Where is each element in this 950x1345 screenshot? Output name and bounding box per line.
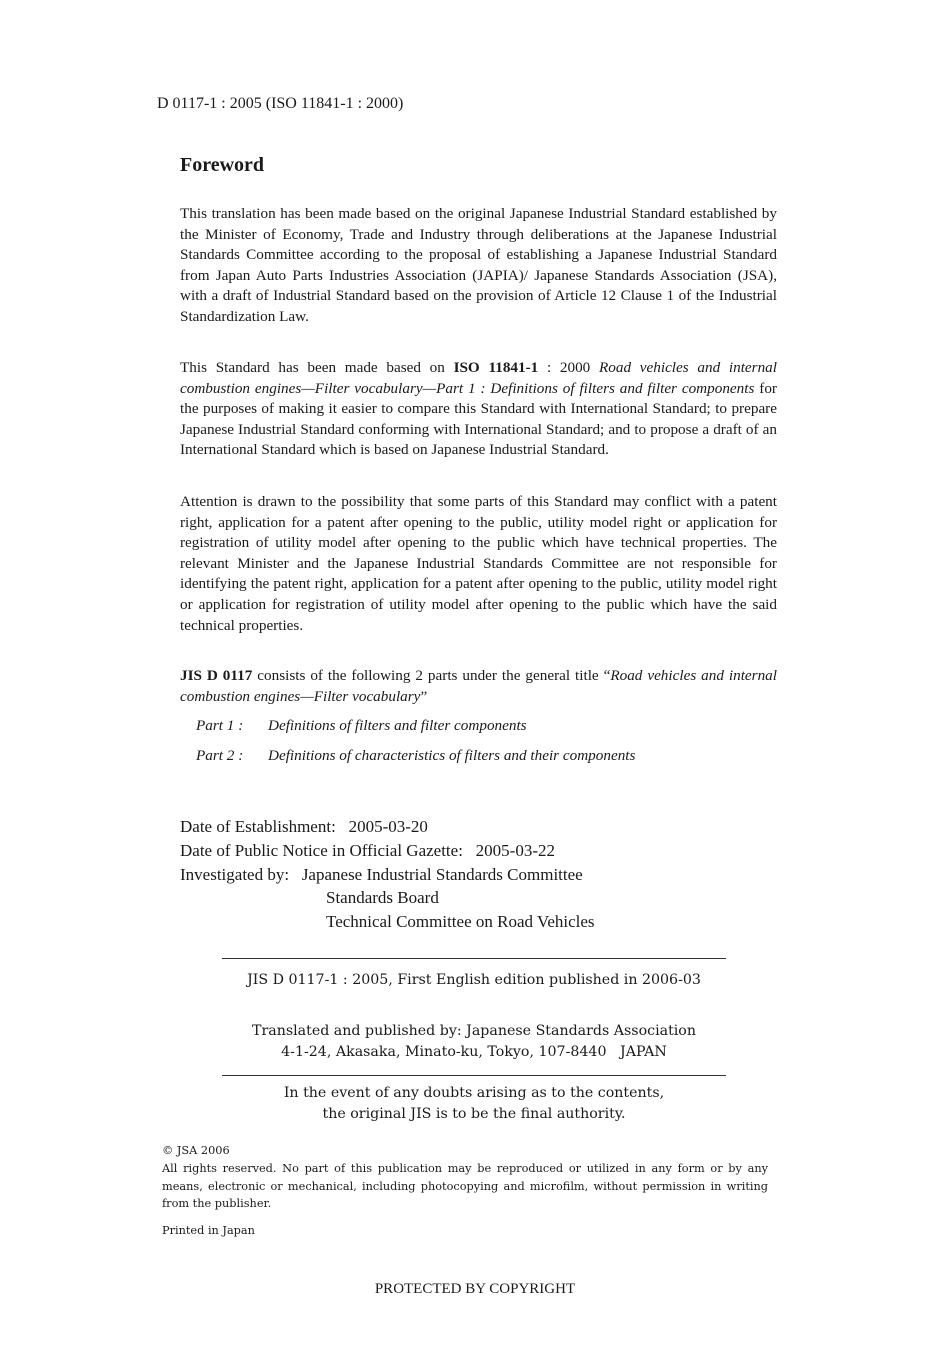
footer-protected: PROTECTED BY COPYRIGHT	[374, 1281, 576, 1297]
part-label: Part 1 :	[196, 717, 244, 734]
investigated-body: Technical Committee on Road Vehicles	[326, 912, 595, 931]
iso-title: Road vehicles and internal combustion engines—Filter vocabulary—Part 1 : Definitions of filters and filter components	[180, 359, 777, 397]
publisher-block	[222, 1021, 726, 1063]
divider	[222, 1075, 726, 1076]
investigated-body: Standards Board	[326, 888, 439, 907]
text-segment: : 2000	[538, 359, 599, 376]
document-id: D 0117-1 : 2005 (ISO 11841-1 : 2000)	[157, 95, 404, 112]
establishment-date-row	[180, 815, 428, 839]
public-notice-row	[180, 839, 555, 863]
text-segment: This Standard has been made based on	[180, 359, 454, 376]
edition-note: JIS D 0117-1 : 2005, First English edition published in 2006-03	[247, 972, 701, 988]
paragraph-patent-notice: Attention is drawn to the possibility that some parts of this Standard may conflict with a patent right, application for a patent after opening to the public, utility model right or application for registration of utility model after opening to the public which have technical properties. The relevant Minister and the Japanese Industrial Standards Committee are not responsible for identifying the patent right, application for a patent after opening to the public, utility model right or application for registration of utility model after opening to the public which have the said technical properties.	[180, 493, 777, 634]
page-title: Foreword	[180, 154, 265, 176]
text-segment: consists of the following 2 parts under the general title “	[252, 667, 611, 684]
notice-label: Date of Public Notice in Official Gazette:	[180, 841, 463, 860]
divider	[222, 958, 726, 959]
establishment-date: 2005-03-20	[348, 817, 428, 836]
paragraph-parts-intro	[180, 666, 777, 707]
paragraph-translation-basis: This translation has been made based on the original Japanese Industrial Standard established by the Minister of Economy, Trade and Industry through deliberations at the Japanese Industrial Standards Committee according to the proposal of establishing a Japanese Industrial Standard from Japan Auto Parts Industries Association (JAPIA)/ Japanese Standards Association (JSA), with a draft of Industrial Standard based on the provision of Article 12 Clause 1 of the Industrial Standardization Law.	[180, 205, 777, 325]
authority-line: In the event of any doubts arising as to the contents,	[283, 1085, 665, 1101]
copyright-notice: © JSA 2006	[162, 1144, 230, 1157]
text-segment: for the purposes of making it easier to compare this Standard with International Standard; to prepare Japanese Industrial Standard conforming with International Standard; and to propose a draft of an International Standard which is based on Japanese Industrial Standard.	[180, 379, 777, 459]
part-item	[196, 747, 635, 765]
investigated-by-row	[180, 863, 583, 887]
authority-note	[222, 1083, 726, 1125]
general-title: Road vehicles and internal combustion engines—Filter vocabulary	[180, 667, 777, 705]
investigated-label: Investigated by:	[180, 865, 290, 884]
rights-statement: All rights reserved. No part of this publication may be reproduced or utilized in any form or by any means, electronic or mechanical, including photocopying and microfilm, without permission in writing from the publisher.	[162, 1162, 768, 1210]
notice-date: 2005-03-22	[475, 841, 555, 860]
publisher-line: Translated and published by: Japanese Standards Association	[252, 1023, 696, 1039]
part-label: Part 2 :	[196, 747, 244, 764]
establishment-label: Date of Establishment:	[180, 817, 336, 836]
authority-line: the original JIS is to be the final authority.	[322, 1106, 626, 1122]
part-item	[196, 717, 527, 735]
part-text: Definitions of filters and filter components	[268, 717, 527, 734]
text-segment: ”	[420, 687, 428, 705]
investigated-body: Japanese Industrial Standards Committee	[301, 865, 583, 884]
paragraph-iso-basis	[180, 358, 777, 461]
publisher-address: 4-1-24, Akasaka, Minato-ku, Tokyo, 107-8440 JAPAN	[281, 1044, 667, 1060]
printed-location: Printed in Japan	[162, 1224, 255, 1237]
iso-reference: ISO 11841-1	[453, 359, 539, 376]
part-text: Definitions of characteristics of filters and their components	[268, 747, 636, 764]
jis-reference: JIS D 0117	[180, 667, 253, 684]
